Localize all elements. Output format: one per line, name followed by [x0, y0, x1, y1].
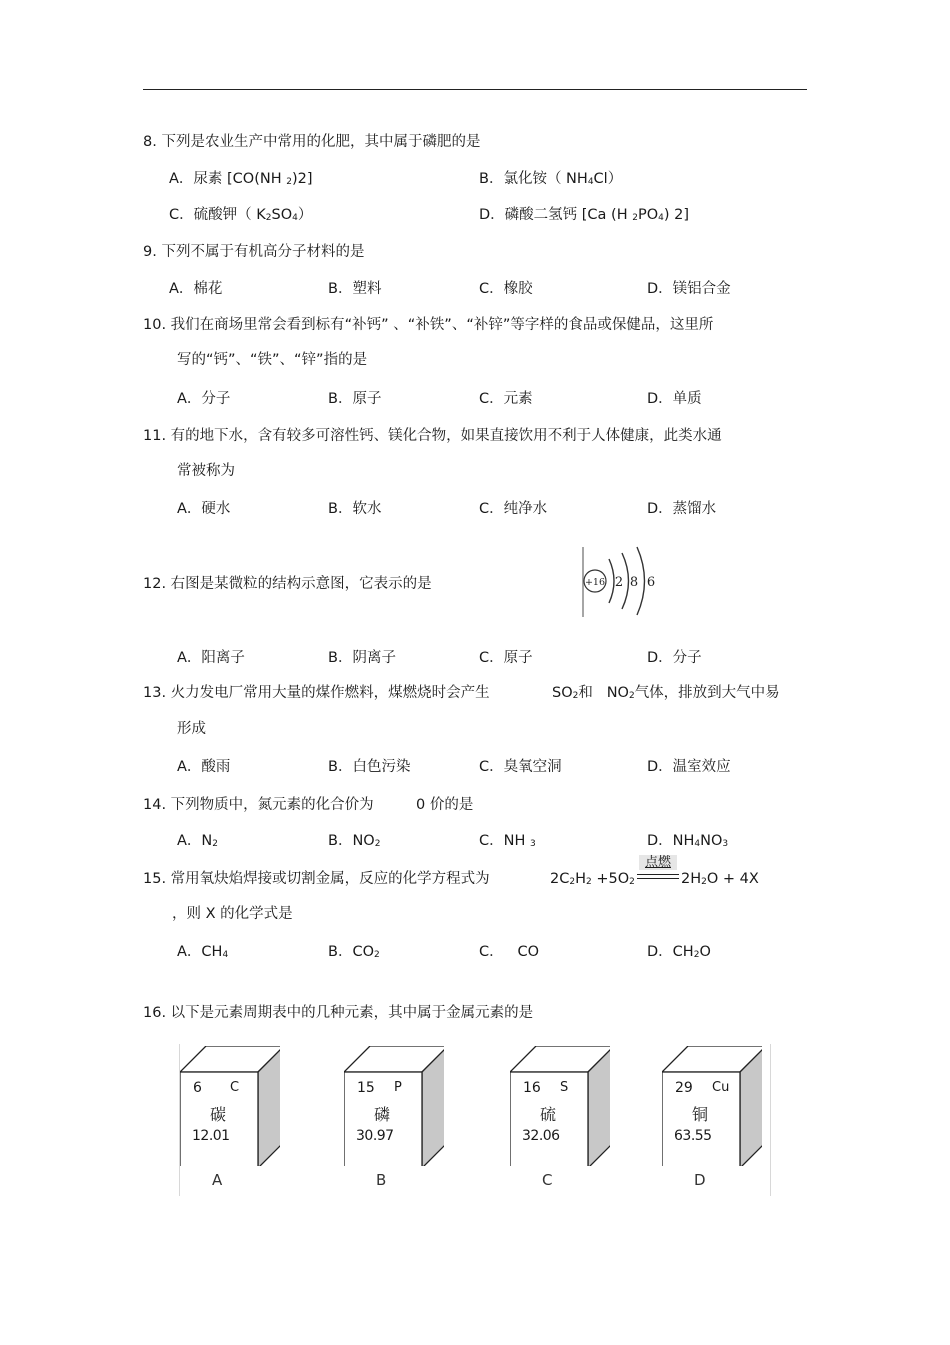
reaction-condition-arrow	[637, 855, 679, 883]
element-tile-b[interactable]	[344, 1046, 454, 1189]
q10-option-c[interactable]: C．元素	[479, 391, 533, 407]
question-16-stem: 16. 以下是元素周期表中的几种元素，其中属于金属元素的是	[143, 1005, 534, 1021]
q14-option-a[interactable]: A．$N_2$	[177, 833, 219, 849]
q8-option-d[interactable]: D．磷酸二氢钙 [Ca (H $_2PO_4$) 2]	[479, 207, 690, 223]
q9-option-a[interactable]: A．棉花	[169, 281, 223, 297]
q12-option-d[interactable]: D．分子	[647, 650, 702, 666]
q15-option-b[interactable]: B．$CO_2$	[328, 944, 380, 960]
q8-option-b[interactable]: B．氯化铵（ $NH_4Cl$）	[479, 171, 623, 187]
atomic-number: 15	[357, 1080, 375, 1096]
element-symbol: P	[394, 1080, 402, 1095]
condition-ignite-label: 点燃	[639, 855, 677, 870]
q10-option-d[interactable]: D．单质	[647, 391, 702, 407]
q9-option-b[interactable]: B．塑料	[328, 281, 382, 297]
q10-option-a[interactable]: A．分子	[177, 391, 231, 407]
atomic-number: 16	[523, 1080, 541, 1096]
q13-option-d[interactable]: D．温室效应	[647, 759, 731, 775]
q11-option-a[interactable]: A．硬水	[177, 501, 231, 517]
element-tile-d[interactable]	[662, 1046, 772, 1189]
atom-structure-diagram	[582, 545, 660, 619]
q9-option-d[interactable]: D．镁铝合金	[647, 281, 731, 297]
tile-label: B	[376, 1171, 387, 1189]
element-tile-a[interactable]	[180, 1046, 290, 1189]
question-14-stem-value: 0 价的是	[416, 797, 474, 813]
q14-option-d[interactable]: D．$NH_4NO_3$	[647, 833, 729, 849]
shell-electrons-2: 8	[629, 575, 639, 590]
equation-left: $2C_2H_2 +5O_2$	[550, 871, 635, 887]
nucleus-charge: +16	[584, 577, 606, 588]
tile-label: A	[212, 1171, 223, 1189]
element-name: 碳	[210, 1105, 227, 1124]
tile-label: D	[694, 1171, 706, 1189]
question-9-stem: 9. 下列不属于有机高分子材料的是	[143, 244, 365, 260]
q12-option-a[interactable]: A．阳离子	[177, 650, 245, 666]
shell-electrons-1: 2	[614, 575, 624, 590]
atomic-number: 29	[675, 1080, 693, 1096]
q15-option-c[interactable]: C． CO	[479, 944, 539, 960]
equation-right: $2H_2O + 4X$	[681, 871, 759, 887]
q11-option-b[interactable]: B．软水	[328, 501, 382, 517]
equals-line-bottom	[637, 878, 679, 879]
question-10-stem: 10. 我们在商场里常会看到标有“补钙” 、“补铁”、“补锌”等字样的食品或保健品，这里所	[143, 317, 714, 333]
question-11-stem: 11. 有的地下水，含有较多可溶性钙、镁化合物，如果直接饮用不利于人体健康，此类水通	[143, 428, 722, 444]
q14-option-c[interactable]: C．NH $_3$	[479, 833, 536, 849]
element-tile-c[interactable]	[510, 1046, 620, 1189]
q13-option-c[interactable]: C．臭氧空洞	[479, 759, 562, 775]
element-name: 铜	[692, 1105, 709, 1124]
question-13-gases: $SO_2$和 $NO_2$气体，排放到大气中易	[552, 685, 780, 701]
element-name: 磷	[374, 1105, 391, 1124]
q12-option-b[interactable]: B．阴离子	[328, 650, 396, 666]
q9-option-c[interactable]: C．橡胶	[479, 281, 533, 297]
element-symbol: S	[560, 1080, 569, 1095]
atomic-number: 6	[193, 1080, 202, 1096]
question-14-stem: 14. 下列物质中，氮元素的化合价为	[143, 797, 374, 813]
shell-arc-1	[609, 559, 614, 603]
question-13-stem: 13. 火力发电厂常用大量的煤作燃料，煤燃烧时会产生	[143, 685, 490, 701]
q13-option-a[interactable]: A．酸雨	[177, 759, 231, 775]
question-13-stem-cont: 形成	[177, 721, 206, 737]
q8-option-a[interactable]: A．尿素 [CO(NH $_2$)2]	[169, 171, 313, 187]
shell-electrons-3: 6	[646, 575, 656, 590]
q8-option-c[interactable]: C．硫酸钾（ $K_2SO_4$）	[169, 207, 313, 223]
q13-option-b[interactable]: B．白色污染	[328, 759, 411, 775]
question-11-stem-cont: 常被称为	[177, 463, 235, 479]
atomic-mass: 12.01	[192, 1128, 230, 1144]
q11-option-c[interactable]: C．纯净水	[479, 501, 548, 517]
element-name: 硫	[540, 1105, 557, 1124]
element-symbol: Cu	[712, 1080, 730, 1095]
atomic-mass: 32.06	[522, 1128, 560, 1144]
question-15-stem: 15. 常用氧炔焰焊接或切割金属，反应的化学方程式为	[143, 871, 490, 887]
q12-option-c[interactable]: C．原子	[479, 650, 533, 666]
equals-line-top	[637, 874, 679, 875]
q11-option-d[interactable]: D．蒸馏水	[647, 501, 717, 517]
question-15-stem-cont: ，则 X 的化学式是	[172, 906, 293, 922]
q15-option-d[interactable]: D．$CH_2O$	[647, 944, 711, 960]
top-rule	[143, 89, 807, 90]
atomic-mass: 63.55	[674, 1128, 712, 1144]
atomic-mass: 30.97	[356, 1128, 394, 1144]
tile-label: C	[542, 1171, 553, 1189]
q15-option-a[interactable]: A．$CH_4$	[177, 944, 229, 960]
q14-option-b[interactable]: B．$NO_2$	[328, 833, 381, 849]
question-10-stem-cont: 写的“钙”、“铁”、“锌”指的是	[177, 352, 368, 368]
q10-option-b[interactable]: B．原子	[328, 391, 382, 407]
element-symbol: C	[230, 1080, 240, 1095]
question-12-stem: 12. 右图是某微粒的结构示意图，它表示的是	[143, 576, 432, 592]
question-8-stem: 8. 下列是农业生产中常用的化肥，其中属于磷肥的是	[143, 134, 481, 150]
